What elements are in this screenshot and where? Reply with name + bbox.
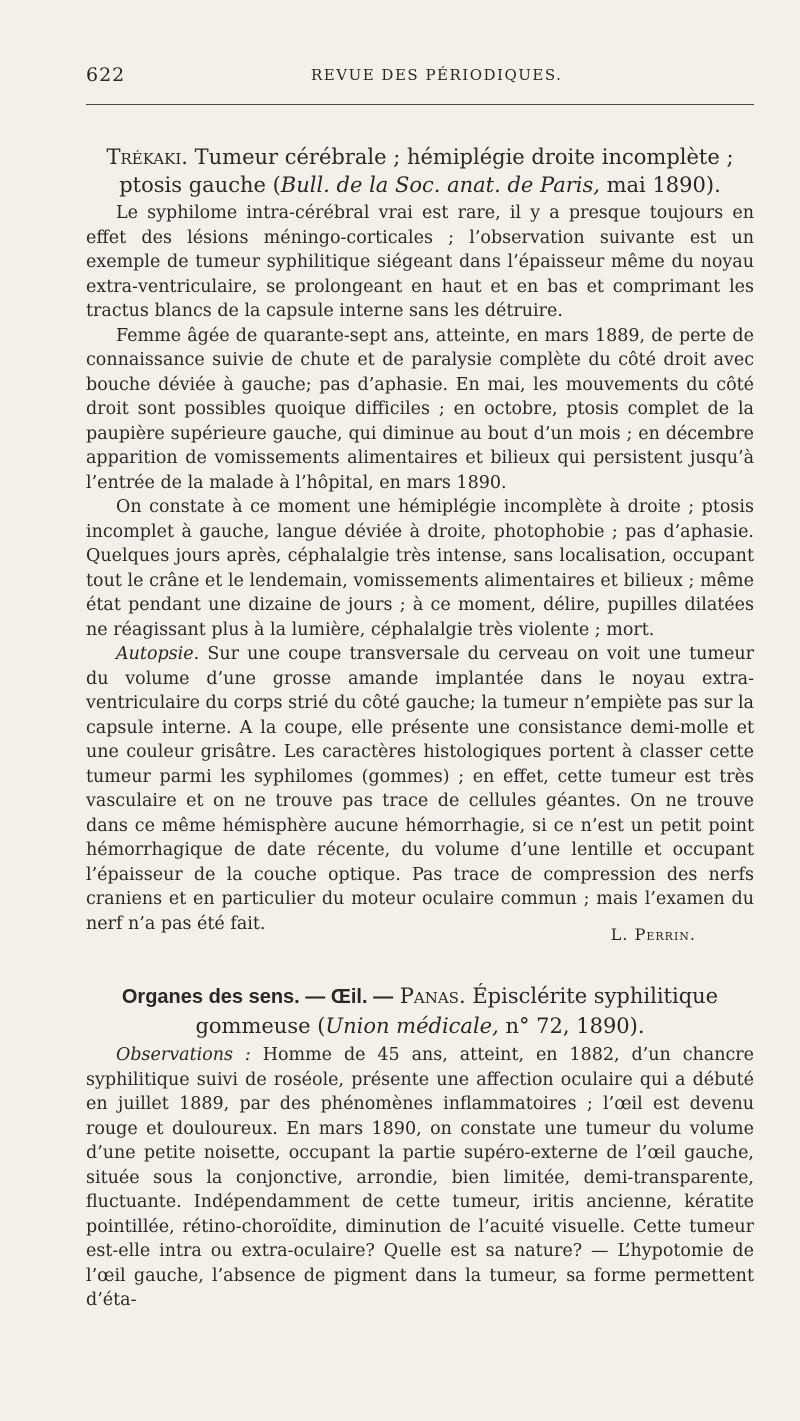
- running-header: [86, 64, 754, 88]
- section-title-date: n° 72, 1890).: [498, 1014, 645, 1038]
- header-rule: [86, 104, 754, 105]
- section-title-text: Épisclérite syphilitique gommeuse (: [195, 984, 719, 1038]
- running-title: REVUE DES PÉRIODIQUES.: [311, 66, 563, 84]
- section-author: Panas.: [399, 984, 466, 1008]
- page-number: 622: [86, 64, 126, 86]
- section-label: Organes des sens. — Œil. —: [121, 986, 394, 1008]
- observations-text: Homme de 45 ans, atteint, en 1882, d’un chancre syphilitique suivi de roséole, présente une affection oculaire qui a débuté en juillet 1889, par des phénomènes inflammatoires ; l’œil est devenu rouge et douloureux. En mars 1890, on constate une tumeur du volume d’une petite noisette, occupant la partie supéro-externe de l’œil gauche, située sous la conjonctive, arrondie, bien limitée, demi-transparente, fluctuante. Indépendamment de cette tumeur, iritis ancienne, kératite pointillée, rétino-choroïdite, diminution de l’acuité visuelle. Cette tumeur est-elle intra ou extra-oculaire? Quelle est sa nature? — L’hypotomie de l’œil gauche, l’absence de pigment dans la tumeur, sa forme permettent d’éta-: [86, 1045, 754, 1310]
- autopsy-text: Sur une coupe transversale du cerveau on voit une tumeur du volume d’une grosse amande implantée dans le noyau extra-ventriculaire du corps strié du côté gauche; la tumeur n’empiète pas sur la capsule interne. A la coupe, elle présente une consistance demi-molle et une couleur grisâtre. Les caractères histologiques portent à classer cette tumeur parmi les syphilomes (gommes) ; en effet, cette tumeur est très vasculaire et on ne trouve pas trace de cellules géantes. On ne trouve dans ce même hémisphère aucune hémorrhagie, si ce n’est un petit point hémorrhagique de date récente, du volume d’une lentille et occupant l’épaisseur de la couche optique. Pas trace de compression des nerfs craniens et en particulier du moteur oculaire commun ; mais l’examen du nerf n’a pas été fait.: [86, 644, 754, 934]
- section-heading: [86, 982, 754, 1041]
- title-date: mai 1890).: [599, 173, 721, 197]
- autopsy-label: Autopsie.: [116, 644, 200, 664]
- section-citation: Union médicale,: [325, 1014, 499, 1038]
- article-title: [86, 143, 754, 199]
- paragraph: [86, 1043, 754, 1313]
- paragraph: Le syphilome intra-cérébral vrai est rare, il y a presque toujours en effet des lésions méningo-corticales ; l’observation suivante est un exemple de tumeur syphilitique siégeant dans l’épaisseur même du noyau extra-ventriculaire, se prolongeant en haut et en bas et comprimant les tractus blancs de la capsule interne sans les détruire.: [86, 203, 754, 321]
- title-text: Tumeur cérébrale ; hémiplégie droite incomplète ; ptosis gauche (: [119, 145, 734, 197]
- paragraph: On constate à ce moment une hémiplégie incomplète à droite ; ptosis incomplet à gauche, langue déviée à droite, photophobie ; pas d’aphasie. Quelques jours après, céphalalgie très intense, sans localisation, occupant tout le crâne et le lendemain, vomissements alimentaires et bilieux ; même état pendant une dizaine de jours ; à ce moment, délire, pupilles dilatées ne réagissant plus à la lumière, céphalalgie très violente ; mort.: [86, 497, 754, 640]
- article-body: [86, 201, 754, 936]
- signature: L. Perrin.: [610, 925, 696, 944]
- journal-citation: Bull. de la Soc. anat. de Paris,: [280, 173, 600, 197]
- article-author: Trékaki.: [106, 145, 188, 169]
- paragraph: Femme âgée de quarante-sept ans, atteinte, en mars 1889, de perte de connaissance suivie de chute et de paralysie complète du côté droit avec bouche déviée à gauche; pas d’aphasie. En mai, les mouvements du côté droit sont possibles quoique difficiles ; en octobre, ptosis complet de la paupière supérieure gauche, qui diminue au bout d’un mois ; en décembre apparition de vomissements alimentaires et bilieux qui persistent jusqu’à l’entrée de la malade à l’hôpital, en mars 1890.: [86, 325, 754, 493]
- section-body: [86, 1043, 754, 1313]
- observations-label: Observations :: [116, 1045, 251, 1065]
- paragraph: [86, 642, 754, 936]
